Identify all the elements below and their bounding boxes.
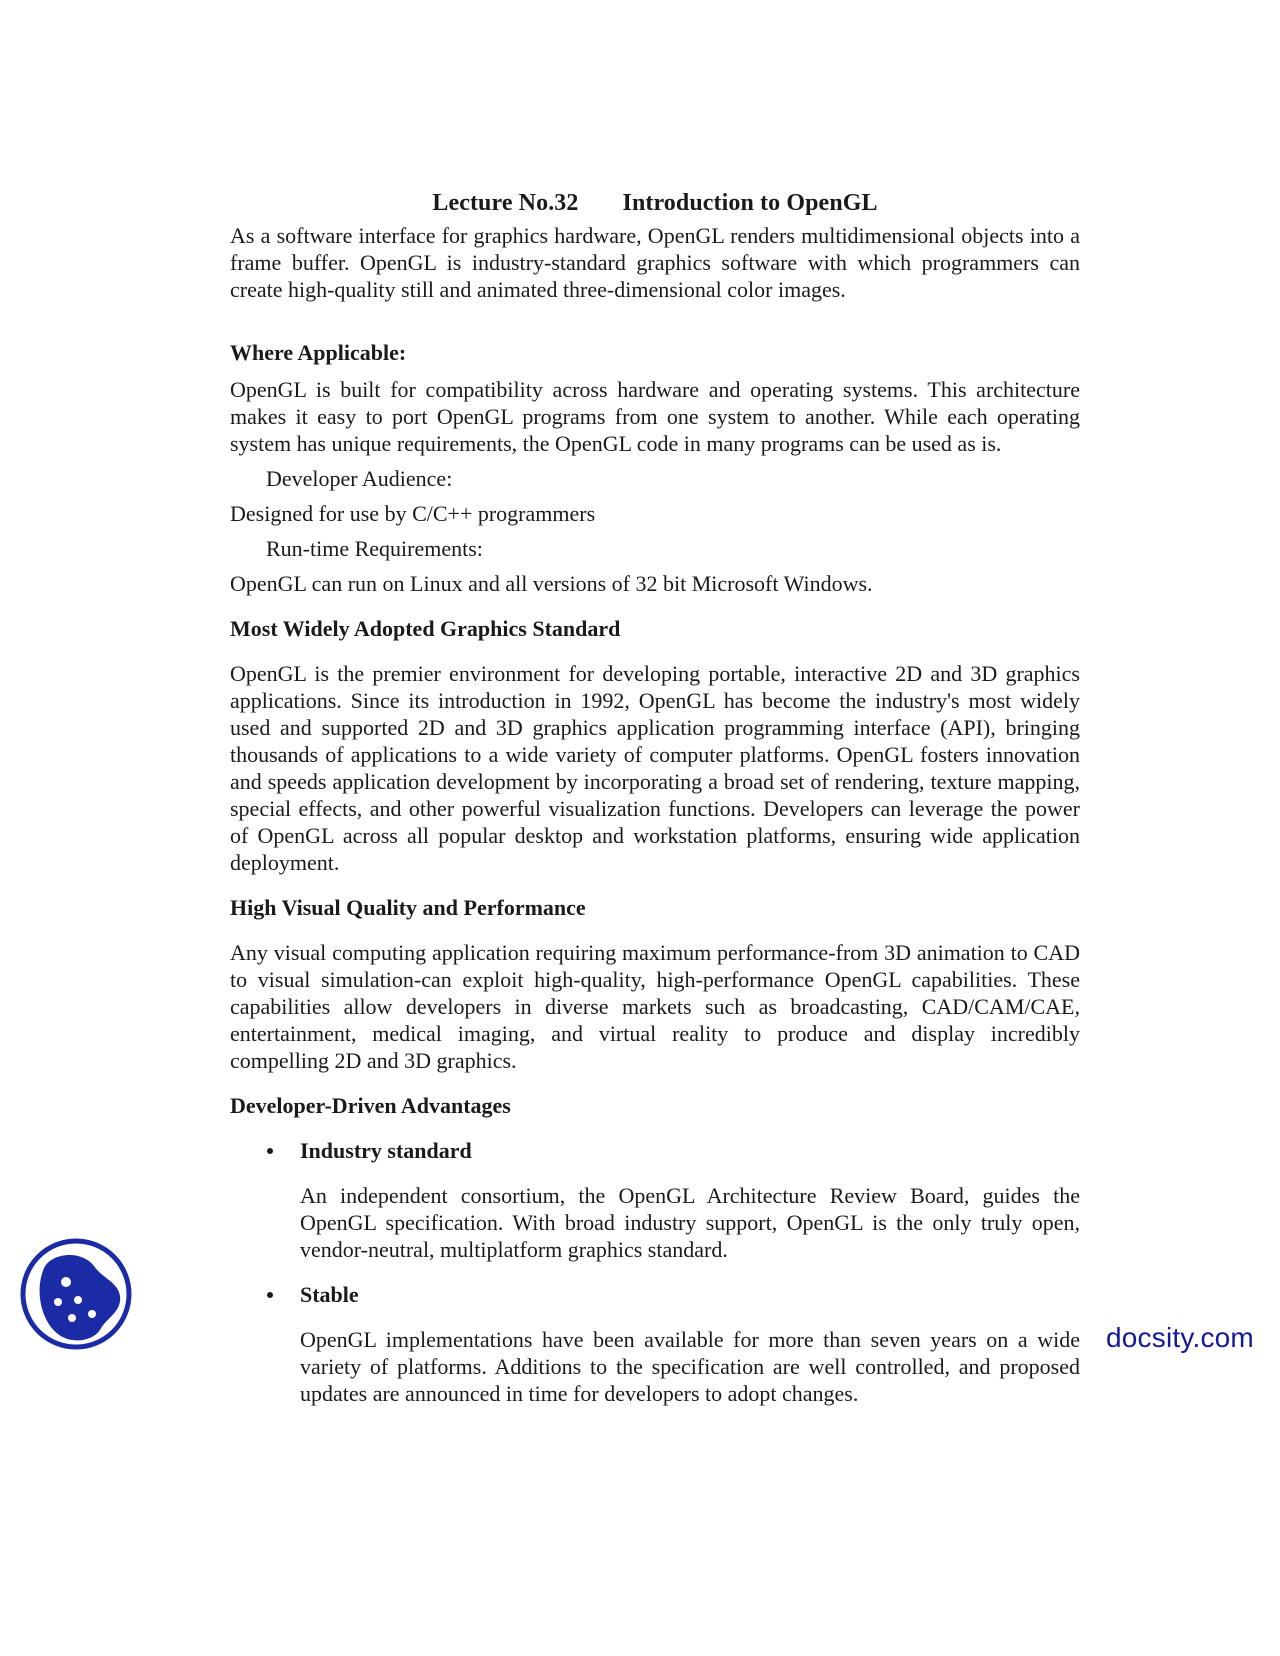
lecture-topic: Introduction to OpenGL: [622, 190, 878, 216]
list-item-label: Stable: [300, 1282, 359, 1307]
developer-driven-heading: Developer-Driven Advantages: [230, 1093, 511, 1118]
runtime-requirements-value: OpenGL can run on Linux and all versions of 32 bit Microsoft Windows.: [230, 571, 873, 596]
most-widely-adopted-heading: Most Widely Adopted Graphics Standard: [230, 616, 621, 641]
list-item-body: An independent consortium, the OpenGL Architecture Review Board, guides the OpenGL specification. With broad industry support, OpenGL is the only truly open, vendor-neutral, multiplatform graphics standard.: [300, 1183, 1080, 1262]
bullet-icon: [267, 1292, 273, 1298]
list-item: [230, 1281, 1080, 1308]
docsity-brand-link[interactable]: docsity.com: [1106, 1322, 1254, 1353]
where-applicable-heading: Where Applicable:: [230, 340, 407, 365]
developer-audience-value: Designed for use by C/C++ programmers: [230, 501, 596, 526]
docsity-logo-icon: [20, 1238, 132, 1350]
document-page: [230, 188, 1080, 1407]
list-item-body: OpenGL implementations have been available for more than seven years on a wide variety of platforms. Additions to the specification are well controlled, and proposed updates are announced in time for developers to adopt changes.: [300, 1327, 1080, 1406]
list-item-label: Industry standard: [300, 1138, 472, 1163]
high-visual-quality-heading: High Visual Quality and Performance: [230, 895, 586, 920]
high-visual-quality-paragraph: Any visual computing application requiring maximum performance-from 3D animation to CAD to visual simulation-can exploit high-quality, high-performance OpenGL capabilities. These capabilities allow developers in diverse markets such as broadcasting, CAD/CAM/CAE, entertainment, medical imaging, and virtual reality to produce and display incredibly compelling 2D and 3D graphics.: [230, 940, 1080, 1073]
list-item: [230, 1137, 1080, 1164]
where-applicable-paragraph: OpenGL is built for compatibility across hardware and operating systems. This architecture makes it easy to port OpenGL programs from one system to another. While each operating system has unique requirements, the OpenGL code in many programs can be used as is.: [230, 377, 1080, 456]
developer-audience-label: Developer Audience:: [266, 466, 453, 491]
runtime-requirements-label: Run-time Requirements:: [266, 536, 483, 561]
most-widely-adopted-paragraph: OpenGL is the premier environment for developing portable, interactive 2D and 3D graphics applications. Since its introduction in 1992, OpenGL has become the industry's most widely used and supported 2D and 3D graphics application programming interface (API), bringing thousands of applications to a wide variety of computer platforms. OpenGL fosters innovation and speeds application development by incorporating a broad set of rendering, texture mapping, special effects, and other powerful visualization functions. Developers can leverage the power of OpenGL across all popular desktop and workstation platforms, ensuring wide application deployment.: [230, 661, 1080, 875]
bullet-icon: [267, 1148, 273, 1154]
lecture-number: Lecture No.32: [432, 190, 579, 216]
page-title: [230, 188, 1080, 218]
intro-paragraph: As a software interface for graphics hardware, OpenGL renders multidimensional objects into a frame buffer. OpenGL is industry-standard graphics software with which programmers can create high-quality still and animated three-dimensional color images.: [230, 223, 1080, 302]
